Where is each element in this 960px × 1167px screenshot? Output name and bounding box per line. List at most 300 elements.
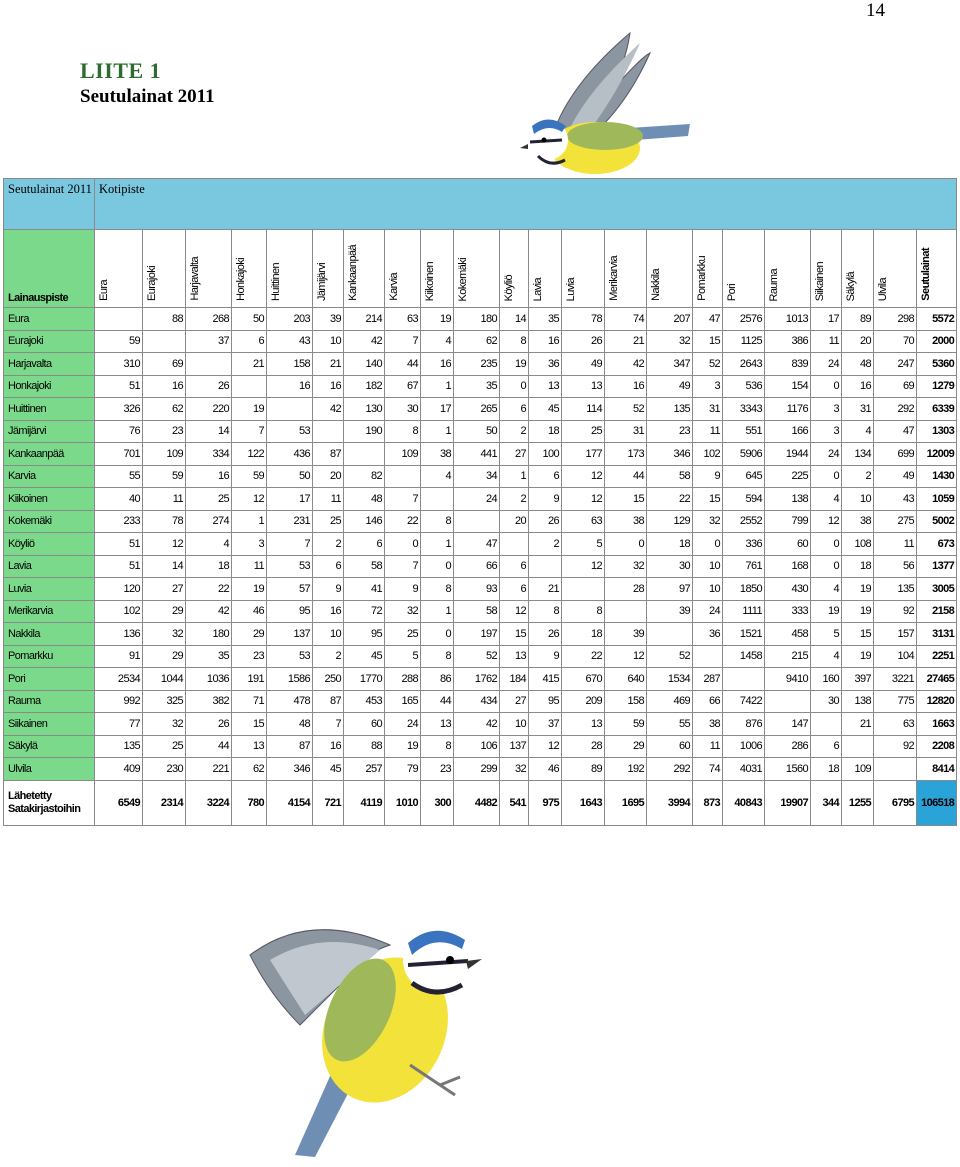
table-cell: 7 <box>385 555 421 578</box>
table-cell: 138 <box>765 488 811 511</box>
table-cell: 24 <box>811 443 842 466</box>
table-cell: 165 <box>385 690 421 713</box>
table-cell <box>186 353 232 376</box>
table-cell: 39 <box>313 308 344 331</box>
table-cell: 66 <box>693 690 723 713</box>
table-cell: 42 <box>344 330 385 353</box>
table-cell: 30 <box>647 555 693 578</box>
table-cell: 51 <box>95 555 143 578</box>
table-cell <box>385 465 421 488</box>
table-cell: 53 <box>267 645 313 668</box>
table-cell: 55 <box>647 713 693 736</box>
table-cell: 135 <box>95 735 143 758</box>
table-cell: 18 <box>186 555 232 578</box>
table-cell: 19 <box>842 578 874 601</box>
table-cell: 233 <box>95 510 143 533</box>
table-row-karvia <box>4 465 957 488</box>
table-cell: 146 <box>344 510 385 533</box>
table-cell: 15 <box>693 330 723 353</box>
table-cell: 4 <box>421 465 454 488</box>
column-header-koylio: Köyliö <box>500 230 529 308</box>
table-cell: 62 <box>143 398 186 421</box>
table-cell: 1 <box>421 600 454 623</box>
table-cell: 670 <box>562 668 605 691</box>
table-cell: 209 <box>562 690 605 713</box>
table-cell: 102 <box>95 600 143 623</box>
table-cell: 8 <box>529 600 562 623</box>
table-cell: 22 <box>647 488 693 511</box>
table-row-kiikoinen <box>4 488 957 511</box>
table-cell: 4 <box>186 533 232 556</box>
table-cell: 74 <box>605 308 647 331</box>
table-cell: 100 <box>529 443 562 466</box>
table-cell: 21 <box>313 353 344 376</box>
table-cell: 478 <box>267 690 313 713</box>
table-cell: 135 <box>874 578 917 601</box>
table-cell: 8 <box>421 510 454 533</box>
table-cell <box>313 420 344 443</box>
table-cell: 30 <box>385 398 421 421</box>
table-cell: 12 <box>143 533 186 556</box>
table-cell: 46 <box>232 600 267 623</box>
column-header-huittinen: Huittinen <box>267 230 313 308</box>
row-label: Honkajoki <box>4 375 95 398</box>
blue-tit-illustration <box>510 28 700 188</box>
table-cell <box>344 443 385 466</box>
table-cell: 2000 <box>917 330 957 353</box>
table-cell: 436 <box>267 443 313 466</box>
table-cell: 197 <box>454 623 500 646</box>
table-cell: 49 <box>874 465 917 488</box>
table-cell: 4 <box>811 488 842 511</box>
table-cell: 12 <box>529 735 562 758</box>
table-cell: 44 <box>421 690 454 713</box>
table-cell: 8 <box>421 735 454 758</box>
table-cell: 58 <box>344 555 385 578</box>
table-cell: 32 <box>500 758 529 781</box>
table-cell: 62 <box>232 758 267 781</box>
table-cell: 21 <box>232 353 267 376</box>
table-cell: 346 <box>267 758 313 781</box>
table-cell: 26 <box>529 623 562 646</box>
table-cell: 11 <box>313 488 344 511</box>
row-label: Karvia <box>4 465 95 488</box>
table-cell: 6 <box>500 398 529 421</box>
table-cell: 215 <box>765 645 811 668</box>
table-cell: 1 <box>421 420 454 443</box>
row-label: Merikarvia <box>4 600 95 623</box>
table-cell: 1 <box>421 533 454 556</box>
table-cell: 1850 <box>723 578 765 601</box>
table-cell: 17 <box>811 308 842 331</box>
total-cell: 6549 <box>95 780 143 825</box>
table-cell: 58 <box>454 600 500 623</box>
table-cell: 15 <box>232 713 267 736</box>
table-cell: 55 <box>95 465 143 488</box>
row-label: Harjavalta <box>4 353 95 376</box>
interlibrary-loans-table <box>3 178 957 826</box>
table-cell: 31 <box>693 398 723 421</box>
row-label: Jämijärvi <box>4 420 95 443</box>
table-cell: 34 <box>454 465 500 488</box>
table-cell: 158 <box>267 353 313 376</box>
table-cell: 29 <box>232 623 267 646</box>
table-cell: 19 <box>385 735 421 758</box>
table-cell: 1377 <box>917 555 957 578</box>
table-cell: 9 <box>693 465 723 488</box>
table-cell: 3 <box>232 533 267 556</box>
table-cell: 645 <box>723 465 765 488</box>
table-cell: 20 <box>842 330 874 353</box>
corner-label: Seutulainat 2011 <box>4 179 95 230</box>
table-cell: 42 <box>454 713 500 736</box>
row-label: Eura <box>4 308 95 331</box>
row-label: Lavia <box>4 555 95 578</box>
table-cell: 14 <box>143 555 186 578</box>
table-cell: 6 <box>500 555 529 578</box>
table-cell: 298 <box>874 308 917 331</box>
table-cell: 220 <box>186 398 232 421</box>
total-cell: 2314 <box>143 780 186 825</box>
table-cell: 2251 <box>917 645 957 668</box>
table-cell: 47 <box>693 308 723 331</box>
table-cell: 5906 <box>723 443 765 466</box>
document-subtitle: Seutulainat 2011 <box>80 86 215 107</box>
appendix-title: LIITE 1 <box>80 58 162 83</box>
table-cell: 25 <box>562 420 605 443</box>
column-header-rauma: Rauma <box>765 230 811 308</box>
table-cell: 53 <box>267 555 313 578</box>
table-cell: 23 <box>421 758 454 781</box>
table-cell: 177 <box>562 443 605 466</box>
table-cell: 109 <box>385 443 421 466</box>
table-cell: 0 <box>421 555 454 578</box>
total-cell: 6795 <box>874 780 917 825</box>
table-cell: 180 <box>186 623 232 646</box>
table-cell <box>421 488 454 511</box>
table-cell <box>95 308 143 331</box>
total-cell: 40843 <box>723 780 765 825</box>
table-row-merikarvia <box>4 600 957 623</box>
table-cell: 2158 <box>917 600 957 623</box>
table-cell: 78 <box>143 510 186 533</box>
table-cell: 16 <box>421 353 454 376</box>
table-cell: 5572 <box>917 308 957 331</box>
table-cell: 129 <box>647 510 693 533</box>
total-cell: 3224 <box>186 780 232 825</box>
table-cell: 40 <box>95 488 143 511</box>
table-cell: 0 <box>811 533 842 556</box>
table-cell: 59 <box>143 465 186 488</box>
table-cell: 1944 <box>765 443 811 466</box>
table-cell: 60 <box>647 735 693 758</box>
table-row-nakkila <box>4 623 957 646</box>
table-cell: 1521 <box>723 623 765 646</box>
table-cell: 19 <box>232 398 267 421</box>
table-cell: 95 <box>344 623 385 646</box>
table-cell: 88 <box>143 308 186 331</box>
table-cell: 53 <box>267 420 313 443</box>
table-cell: 134 <box>842 443 874 466</box>
table-cell: 168 <box>765 555 811 578</box>
table-cell: 82 <box>344 465 385 488</box>
table-cell: 221 <box>186 758 232 781</box>
page-number: 14 <box>866 0 885 21</box>
table-cell: 27 <box>143 578 186 601</box>
table-cell: 4031 <box>723 758 765 781</box>
table-cell: 67 <box>385 375 421 398</box>
table-cell: 11 <box>693 735 723 758</box>
table-cell: 24 <box>385 713 421 736</box>
table-cell <box>723 668 765 691</box>
table-cell: 138 <box>842 690 874 713</box>
table-cell: 10 <box>693 555 723 578</box>
table-cell: 182 <box>344 375 385 398</box>
table-cell: 286 <box>765 735 811 758</box>
table-cell: 192 <box>605 758 647 781</box>
grand-total: 106518 <box>917 780 957 825</box>
table-cell: 12 <box>500 600 529 623</box>
table-cell: 36 <box>693 623 723 646</box>
table-cell: 38 <box>693 713 723 736</box>
table-cell: 27465 <box>917 668 957 691</box>
table-cell: 6 <box>529 465 562 488</box>
table-cell: 16 <box>313 375 344 398</box>
table-cell: 76 <box>95 420 143 443</box>
table-cell: 51 <box>95 533 143 556</box>
table-cell <box>765 690 811 713</box>
table-cell: 6 <box>344 533 385 556</box>
table-cell: 36 <box>529 353 562 376</box>
table-cell: 2576 <box>723 308 765 331</box>
table-cell: 42 <box>605 353 647 376</box>
table-cell: 18 <box>647 533 693 556</box>
table-cell: 47 <box>454 533 500 556</box>
table-cell: 19 <box>500 353 529 376</box>
table-cell: 51 <box>95 375 143 398</box>
table-row-koylio <box>4 533 957 556</box>
table-cell: 63 <box>385 308 421 331</box>
table-cell: 992 <box>95 690 143 713</box>
table-cell: 1 <box>500 465 529 488</box>
table-cell: 1059 <box>917 488 957 511</box>
table-cell: 1762 <box>454 668 500 691</box>
table-cell: 214 <box>344 308 385 331</box>
table-cell: 95 <box>529 690 562 713</box>
table-cell <box>693 645 723 668</box>
table-cell: 2 <box>500 488 529 511</box>
table-row-sakyla <box>4 735 957 758</box>
table-cell: 48 <box>267 713 313 736</box>
table-cell: 5360 <box>917 353 957 376</box>
table-cell: 25 <box>385 623 421 646</box>
table-cell: 108 <box>842 533 874 556</box>
table-cell: 1560 <box>765 758 811 781</box>
table-cell <box>874 758 917 781</box>
table-cell: 207 <box>647 308 693 331</box>
table-cell: 11 <box>143 488 186 511</box>
column-header-pori: Pori <box>723 230 765 308</box>
table-cell: 0 <box>605 533 647 556</box>
table-cell: 250 <box>313 668 344 691</box>
total-cell: 3994 <box>647 780 693 825</box>
table-cell <box>562 578 605 601</box>
table-cell: 30 <box>811 690 842 713</box>
table-cell: 31 <box>605 420 647 443</box>
table-cell: 48 <box>842 353 874 376</box>
row-label: Rauma <box>4 690 95 713</box>
table-cell: 29 <box>605 735 647 758</box>
table-cell: 299 <box>454 758 500 781</box>
table-cell: 24 <box>811 353 842 376</box>
table-cell: 2534 <box>95 668 143 691</box>
column-header-kankaanpaa: Kankaanpää <box>344 230 385 308</box>
table-cell: 310 <box>95 353 143 376</box>
table-cell: 640 <box>605 668 647 691</box>
table-cell: 56 <box>874 555 917 578</box>
table-cell: 38 <box>842 510 874 533</box>
table-cell: 12 <box>232 488 267 511</box>
total-cell: 1010 <box>385 780 421 825</box>
table-cell: 38 <box>421 443 454 466</box>
table-cell: 1663 <box>917 713 957 736</box>
table-cell: 441 <box>454 443 500 466</box>
table-cell: 135 <box>647 398 693 421</box>
totals-row <box>4 780 957 825</box>
table-cell: 6 <box>313 555 344 578</box>
table-cell: 16 <box>842 375 874 398</box>
table-cell <box>143 330 186 353</box>
table-cell: 6 <box>811 735 842 758</box>
table-cell: 1006 <box>723 735 765 758</box>
table-cell: 16 <box>143 375 186 398</box>
table-cell: 268 <box>186 308 232 331</box>
total-cell: 780 <box>232 780 267 825</box>
table-cell: 265 <box>454 398 500 421</box>
table-cell: 839 <box>765 353 811 376</box>
table-cell: 25 <box>186 488 232 511</box>
table-cell: 92 <box>874 600 917 623</box>
table-cell: 87 <box>313 443 344 466</box>
table-cell: 13 <box>232 735 267 758</box>
table-cell: 136 <box>95 623 143 646</box>
column-header-honkajoki: Honkajoki <box>232 230 267 308</box>
table-cell: 43 <box>874 488 917 511</box>
table-cell: 409 <box>95 758 143 781</box>
column-header-merikarvia: Merikarvia <box>605 230 647 308</box>
table-row-rauma <box>4 690 957 713</box>
table-cell: 7 <box>232 420 267 443</box>
table-cell: 382 <box>186 690 232 713</box>
total-cell: 344 <box>811 780 842 825</box>
table-cell: 287 <box>693 668 723 691</box>
table-cell: 1770 <box>344 668 385 691</box>
table-cell: 57 <box>267 578 313 601</box>
table-cell: 12 <box>811 510 842 533</box>
table-cell: 19 <box>842 645 874 668</box>
table-cell: 19 <box>811 600 842 623</box>
table-cell: 536 <box>723 375 765 398</box>
table-cell: 0 <box>811 375 842 398</box>
column-header-sakyla: Säkylä <box>842 230 874 308</box>
table-cell: 7422 <box>723 690 765 713</box>
table-cell: 93 <box>454 578 500 601</box>
table-cell <box>232 375 267 398</box>
column-header-lavia: Lavia <box>529 230 562 308</box>
table-cell: 1111 <box>723 600 765 623</box>
table-cell: 41 <box>344 578 385 601</box>
table-cell: 12 <box>562 488 605 511</box>
table-cell: 79 <box>385 758 421 781</box>
kotipiste-label: Kotipiste <box>95 179 957 230</box>
table-cell: 27 <box>500 443 529 466</box>
table-cell: 60 <box>344 713 385 736</box>
table-cell: 97 <box>647 578 693 601</box>
table-cell: 1430 <box>917 465 957 488</box>
table-cell: 160 <box>811 668 842 691</box>
table-row-ulvila <box>4 758 957 781</box>
table-cell: 26 <box>186 713 232 736</box>
table-cell: 37 <box>529 713 562 736</box>
table-cell <box>811 713 842 736</box>
table-cell: 154 <box>765 375 811 398</box>
table-cell: 140 <box>344 353 385 376</box>
table-cell: 21 <box>605 330 647 353</box>
table-cell: 137 <box>500 735 529 758</box>
table-cell: 3005 <box>917 578 957 601</box>
table-cell: 4 <box>811 578 842 601</box>
table-cell: 292 <box>647 758 693 781</box>
table-cell: 21 <box>842 713 874 736</box>
table-cell: 16 <box>186 465 232 488</box>
table-cell: 292 <box>874 398 917 421</box>
total-cell: 1695 <box>605 780 647 825</box>
table-cell: 89 <box>842 308 874 331</box>
row-label: Kiikoinen <box>4 488 95 511</box>
table-cell: 86 <box>421 668 454 691</box>
table-cell: 42 <box>313 398 344 421</box>
table-cell: 130 <box>344 398 385 421</box>
total-cell: 541 <box>500 780 529 825</box>
table-cell: 44 <box>605 465 647 488</box>
column-header-kiikoinen: Kiikoinen <box>421 230 454 308</box>
blue-tit-illustration-large <box>240 915 500 1165</box>
table-row-lavia <box>4 555 957 578</box>
table-cell: 9410 <box>765 668 811 691</box>
table-cell: 469 <box>647 690 693 713</box>
table-cell: 18 <box>562 623 605 646</box>
table-cell: 8 <box>385 420 421 443</box>
table-cell: 386 <box>765 330 811 353</box>
table-cell: 95 <box>267 600 313 623</box>
table-cell: 52 <box>693 353 723 376</box>
table-cell: 3 <box>693 375 723 398</box>
table-cell: 69 <box>874 375 917 398</box>
table-cell: 0 <box>693 533 723 556</box>
table-cell: 16 <box>313 600 344 623</box>
table-cell: 14 <box>186 420 232 443</box>
row-label: Kokemäki <box>4 510 95 533</box>
table-cell: 4 <box>842 420 874 443</box>
table-cell: 78 <box>562 308 605 331</box>
total-cell: 4482 <box>454 780 500 825</box>
table-cell: 257 <box>344 758 385 781</box>
table-cell: 1 <box>421 375 454 398</box>
table-cell: 157 <box>874 623 917 646</box>
table-cell: 9 <box>385 578 421 601</box>
table-cell: 71 <box>232 690 267 713</box>
table-cell: 21 <box>529 578 562 601</box>
